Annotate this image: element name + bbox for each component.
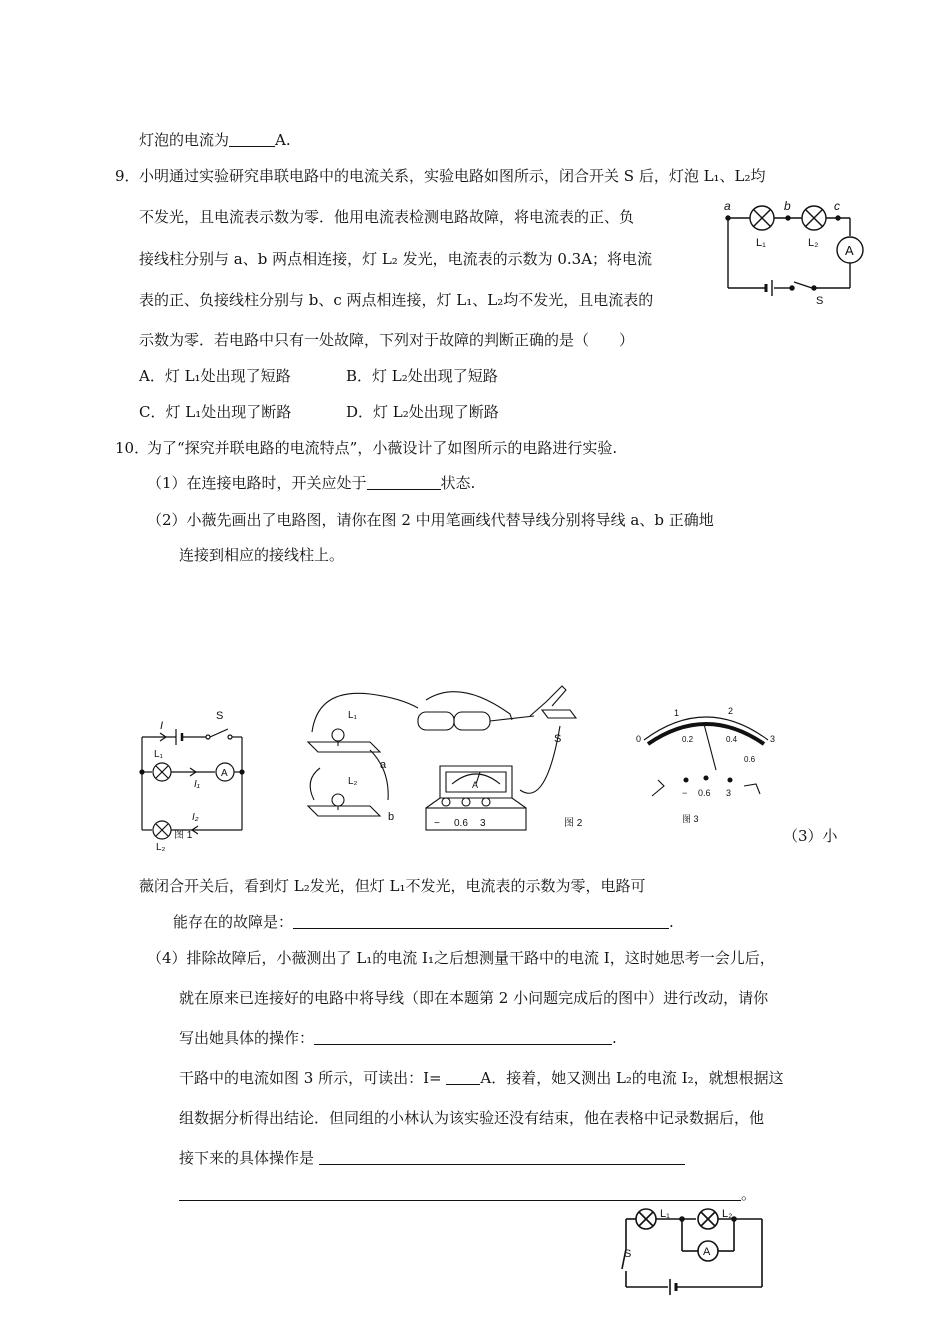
q10-part3-line2 bbox=[173, 912, 674, 932]
q10-part4-line4 bbox=[179, 1068, 784, 1088]
q10-part2-line2: 连接到相应的接线柱上。 bbox=[179, 546, 345, 564]
q9-point-c: c bbox=[834, 199, 840, 213]
q10-intro: 为了“探究并联电路的电流特点”，小薇设计了如图所示的电路进行实验. bbox=[147, 439, 618, 457]
fig4-ammeter-label: A bbox=[703, 1246, 711, 1258]
fig1-circuit-diagram bbox=[130, 705, 260, 853]
q9-line2: 不发光，且电流表示数为零．他用电流表检测电路故障，将电流表的正、负 bbox=[139, 208, 635, 226]
q8-text: 灯泡的电流为 bbox=[139, 131, 230, 149]
fig3-scale-bottom-04: 0.4 bbox=[726, 735, 738, 744]
q10-part4-line2: 就在原来已连接好的电路中将导线（即在本题第 2 小问题完成后的图中）进行改动，请你 bbox=[179, 989, 769, 1007]
q9-label-l1: L₁ bbox=[756, 237, 766, 249]
q9-line1: 小明通过实验研究串联电路中的电流关系，实验电路如图所示，闭合开关 S 后，灯泡 L₁、L₂均 bbox=[139, 167, 766, 185]
fig2-wire-a: a bbox=[380, 759, 387, 771]
fig2-meter-label: A bbox=[472, 780, 479, 790]
q10-part1-text: （1）在连接电路时，开关应处于 bbox=[147, 474, 367, 492]
fig3-caption: 图 3 bbox=[682, 814, 699, 824]
q10-next-step-blank-2[interactable] bbox=[179, 1185, 741, 1201]
q10-part4-line5: 组数据分析得出结论．但同组的小林认为该实验还没有结束，他在表格中记录数据后，他 bbox=[179, 1109, 765, 1127]
q10-part4-operation-blank[interactable] bbox=[314, 1029, 612, 1045]
fig1-i2-label: I₂ bbox=[192, 812, 199, 823]
fig1-i-label: I bbox=[160, 720, 164, 732]
q9-label-l2: L₂ bbox=[808, 237, 819, 249]
fig2-3-terminal: 3 bbox=[480, 818, 486, 829]
fig3-minus-terminal: − bbox=[682, 788, 688, 798]
q10-part3-end: . bbox=[669, 913, 674, 931]
fig1-l1-label: L₁ bbox=[154, 749, 163, 760]
q10-next-step-blank[interactable] bbox=[319, 1149, 685, 1165]
q10-part3-lead: （3）小 bbox=[783, 827, 838, 845]
fig3-scale-bottom-0: 0 bbox=[636, 734, 642, 744]
q10-part4-reading: 干路中的电流如图 3 所示，可读出：I= bbox=[179, 1069, 442, 1087]
fig2-l1-label: L₁ bbox=[348, 710, 357, 721]
q8-tail bbox=[139, 130, 291, 150]
q9-line3: 接线柱分别与 a、b 两点相连接，灯 L₂ 发光，电流表的示数为 0.3A；将电流 bbox=[139, 250, 653, 268]
q9-circuit-figure bbox=[722, 200, 882, 310]
q10-part4-line6 bbox=[179, 1148, 685, 1168]
q10-part4-line7 bbox=[179, 1184, 756, 1204]
fig1-s-label: S bbox=[216, 710, 224, 722]
q10-next-step-prompt: 接下来的具体操作是 bbox=[179, 1149, 315, 1167]
fig3-3-terminal: 3 bbox=[726, 788, 732, 798]
fig1-i1-label: I₁ bbox=[194, 779, 200, 790]
q9-option-a[interactable]: A．灯 L₁处出现了短路 bbox=[139, 367, 291, 385]
fig2-l2-label: L₂ bbox=[348, 776, 358, 787]
q8-unit: A. bbox=[275, 131, 291, 149]
q9-number: 9． bbox=[115, 167, 140, 185]
fig2-physical-circuit bbox=[300, 680, 590, 835]
q10-part4-after: A．接着，她又测出 L₂的电流 I₂，就想根据这 bbox=[480, 1069, 784, 1087]
q8-answer-blank[interactable] bbox=[229, 131, 275, 147]
q9-point-b: b bbox=[784, 199, 791, 213]
fig3-scale-top-3: 3 bbox=[770, 734, 776, 744]
q10-part4-final: 。 bbox=[741, 1185, 757, 1203]
fig2-06-terminal: 0.6 bbox=[454, 818, 468, 829]
q9-point-a: a bbox=[724, 199, 731, 213]
q10-part3-blank[interactable] bbox=[293, 913, 669, 929]
q10-part3-line1: 薇闭合开关后，看到灯 L₂发光，但灯 L₁不发光，电流表的示数为零，电路可 bbox=[139, 877, 646, 895]
q9-option-c[interactable]: C．灯 L₁处出现了断路 bbox=[139, 403, 292, 421]
fig1-ammeter-label: A bbox=[221, 768, 228, 779]
bottom-circuit-figure bbox=[612, 1205, 772, 1305]
q9-ammeter-label: A bbox=[845, 243, 854, 258]
fig2-wire-b: b bbox=[388, 811, 395, 823]
fig3-scale-top-1: 1 bbox=[674, 708, 680, 718]
fig1-caption: 图 1 bbox=[174, 830, 193, 841]
q9-line4: 表的正、负接线柱分别与 b、c 两点相连接，灯 L₁、L₂均不发光，且电流表的 bbox=[139, 291, 654, 309]
q9-line5: 示数为零．若电路中只有一处故障，下列对于故障的判断正确的是（ ） bbox=[139, 331, 635, 349]
q9-option-d[interactable]: D．灯 L₂处出现了断路 bbox=[346, 403, 499, 421]
fig1-l2-label: L₂ bbox=[156, 842, 166, 853]
fig4-l2-label: L₂ bbox=[722, 1208, 733, 1220]
fig4-switch-label: S bbox=[624, 1248, 632, 1260]
fig3-ammeter-dial bbox=[624, 700, 794, 824]
fig2-switch-label: S bbox=[554, 733, 562, 745]
fig4-l1-label: L₁ bbox=[660, 1208, 670, 1220]
q10-part1 bbox=[147, 473, 475, 493]
q10-part4-line3 bbox=[179, 1028, 617, 1048]
fig3-06-terminal: 0.6 bbox=[698, 788, 711, 798]
q9-option-b[interactable]: B．灯 L₂处出现了短路 bbox=[346, 367, 498, 385]
q10-part4-prompt: 写出她具体的操作： bbox=[179, 1029, 315, 1047]
fig3-scale-bottom-02: 0.2 bbox=[682, 735, 694, 744]
q10-part2-line1: （2）小薇先画出了电路图，请你在图 2 中用笔画线代替导线分别将导线 a、b 正确地 bbox=[147, 511, 714, 529]
q10-part1-end: 状态. bbox=[440, 474, 476, 492]
q10-number: 10． bbox=[115, 439, 150, 457]
q10-part1-blank[interactable] bbox=[367, 474, 441, 490]
q9-switch-label: S bbox=[816, 295, 824, 307]
q10-part4-end: . bbox=[612, 1029, 617, 1047]
fig2-caption: 图 2 bbox=[564, 818, 583, 829]
q10-part4-line1: （4）排除故障后，小薇测出了 L₁的电流 I₁之后想测量干路中的电流 I，这时她思考一会儿后， bbox=[147, 949, 775, 967]
q10-part3-prompt: 能存在的故障是： bbox=[173, 913, 294, 931]
q10-current-blank[interactable] bbox=[446, 1069, 480, 1085]
fig3-scale-bottom-06: 0.6 bbox=[744, 755, 756, 764]
fig3-scale-top-2: 2 bbox=[728, 706, 734, 716]
fig2-minus-terminal: − bbox=[434, 818, 440, 829]
